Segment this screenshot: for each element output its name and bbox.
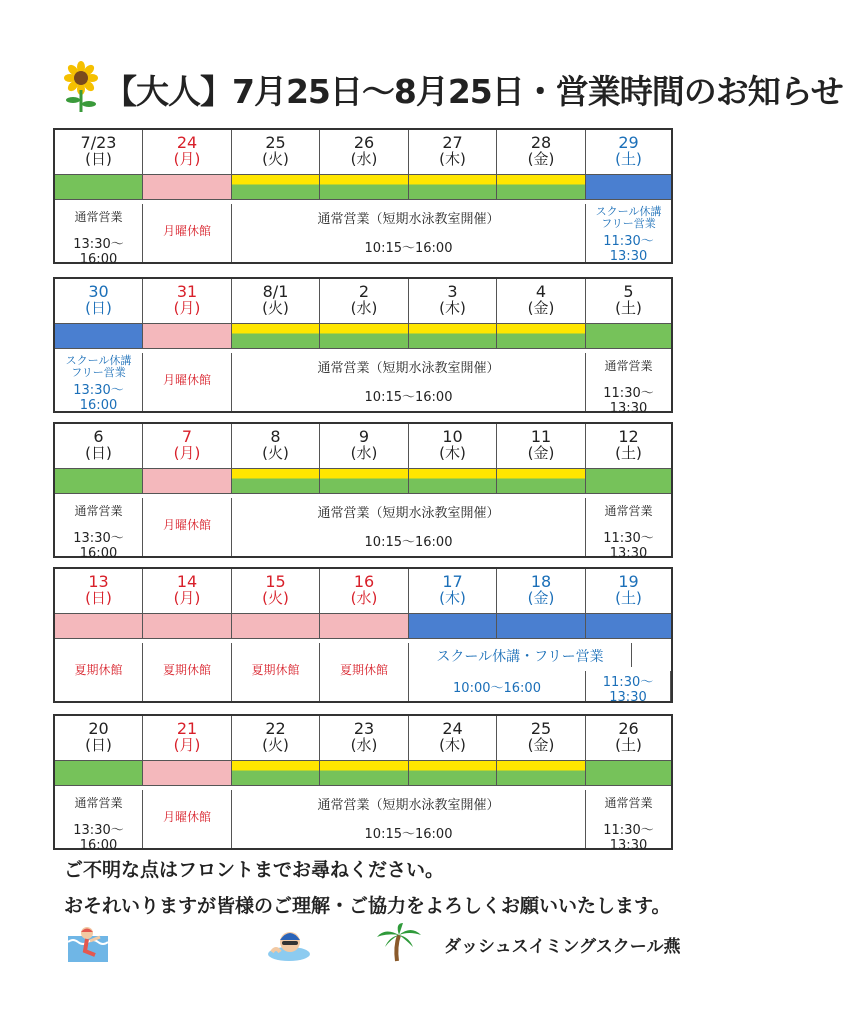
- day-header: [320, 424, 409, 468]
- last-day-cell: [586, 204, 671, 262]
- last-day-cell: [586, 353, 671, 416]
- day-header: [143, 424, 232, 468]
- hours-label: 13:30～ 16:00: [73, 383, 124, 413]
- notice-line-2: おそれいりますが皆様のご理解・ご協力をよろしくお願いいたします。: [64, 895, 671, 917]
- first-day-cell: [55, 204, 143, 267]
- hours-label: 10:15～16:00: [364, 390, 453, 405]
- weekday-label: (水): [350, 150, 378, 168]
- day-header: [232, 569, 320, 613]
- day-header: [232, 424, 320, 468]
- closed-label: 夏期休館: [74, 663, 123, 677]
- hours-label: 11:30～ 13:30: [602, 675, 654, 705]
- closed-cell: [143, 353, 232, 411]
- day-header: [497, 424, 586, 468]
- status-bar: [409, 174, 497, 200]
- weekday-label: (木): [439, 444, 466, 462]
- day-number: 8/1: [262, 282, 289, 301]
- day-number: 10: [442, 427, 463, 446]
- status-bar: [55, 760, 143, 786]
- status-bar: [143, 760, 232, 786]
- day-header: [143, 569, 232, 613]
- weekday-label: (水): [350, 299, 378, 317]
- day-number: 14: [176, 572, 198, 591]
- day-header: [232, 279, 320, 323]
- day-header: [55, 279, 143, 323]
- day-number: 12: [618, 427, 639, 446]
- notice-line-1: ご不明な点はフロントまでお尋ねください。: [64, 859, 445, 881]
- day-header: [497, 279, 586, 323]
- weekday-label: (火): [262, 150, 289, 168]
- day-header: [409, 279, 497, 323]
- status-bar: [586, 174, 671, 200]
- closed-label: 月曜休館: [162, 373, 211, 387]
- school-off-label: スクール休講: [65, 354, 132, 367]
- status-bar: [55, 613, 143, 639]
- status-bar: [497, 468, 586, 494]
- weekday-label: (火): [262, 736, 289, 754]
- week-block: [53, 277, 673, 416]
- status-bar: [143, 174, 232, 200]
- day-number: 31: [176, 282, 198, 301]
- status-bar: [320, 613, 409, 639]
- normal-label: 通常営業（短期水泳教室開催）: [317, 798, 500, 813]
- closed-label: 夏期休館: [339, 663, 388, 677]
- weekday-label: (火): [262, 589, 289, 607]
- weekday-label: (土): [615, 589, 642, 607]
- normal-label: 通常営業: [604, 359, 653, 373]
- hours-label: 11:30～ 13:30: [603, 234, 654, 264]
- weekday-label: (水): [350, 589, 378, 607]
- day-number: 2: [358, 282, 370, 301]
- weekday-label: (日): [85, 444, 112, 462]
- closed-label: 夏期休館: [251, 663, 300, 677]
- first-day-cell: [55, 498, 143, 561]
- weekday-cell: [232, 498, 586, 556]
- weekday-label: (月): [173, 299, 201, 317]
- weekday-label: (木): [439, 589, 466, 607]
- status-bar: [143, 468, 232, 494]
- status-bar: [586, 468, 671, 494]
- day-header: [586, 716, 671, 760]
- day-header: [497, 716, 586, 760]
- status-bar: [232, 174, 320, 200]
- status-bar: [55, 174, 143, 200]
- day-number: 20: [88, 719, 109, 738]
- day-number: 29: [618, 133, 639, 152]
- day-number: 8: [270, 427, 281, 446]
- day-header: [55, 716, 143, 760]
- sunflower-icon: [60, 62, 102, 112]
- status-bar: [409, 760, 497, 786]
- status-bar: [320, 174, 409, 200]
- day-number: 3: [447, 282, 458, 301]
- status-bar: [143, 323, 232, 349]
- day-header: [409, 716, 497, 760]
- closed-label: 夏期休館: [162, 663, 211, 677]
- last-day-cell: [586, 790, 671, 853]
- week-block: [53, 714, 673, 853]
- closed-cell: [143, 498, 232, 556]
- page-title-area: [60, 62, 843, 112]
- day-header: [55, 130, 143, 174]
- hours-label: 13:30～ 16:00: [73, 531, 124, 561]
- day-header: [232, 130, 320, 174]
- hours-label: 11:30～ 13:30: [603, 386, 654, 416]
- closed-label: 月曜休館: [162, 224, 211, 238]
- weekday-label: (金): [527, 736, 555, 754]
- closed-cell: [143, 643, 232, 701]
- day-header: [55, 569, 143, 613]
- first-day-cell: [55, 353, 143, 411]
- day-header: [320, 130, 409, 174]
- hours-label: 13:30～ 16:00: [73, 823, 124, 853]
- normal-label: 通常営業: [74, 504, 123, 518]
- free-label: フリー営業: [71, 366, 126, 379]
- school-off-cell: [409, 643, 632, 667]
- closed-cell: [143, 204, 232, 262]
- weekday-label: (水): [350, 444, 378, 462]
- hours-label: 13:30～ 16:00: [73, 237, 124, 267]
- weekday-label: (日): [85, 150, 112, 168]
- weekday-cell: [232, 790, 586, 848]
- status-bar: [497, 323, 586, 349]
- day-header: [586, 130, 671, 174]
- closed-label: 月曜休館: [162, 518, 211, 532]
- day-header: [409, 569, 497, 613]
- status-bar: [143, 613, 232, 639]
- status-bar: [232, 760, 320, 786]
- day-header: [143, 716, 232, 760]
- page-title: 【大人】7月25日～8月25日・営業時間のお知らせ: [104, 72, 843, 111]
- closed-cell: [232, 643, 320, 701]
- weekday-label: (土): [615, 444, 642, 462]
- status-bar: [586, 613, 671, 639]
- day-header: [586, 569, 671, 613]
- day-number: 7/23: [80, 133, 117, 152]
- day-header: [409, 130, 497, 174]
- school-off-label: スクール休講: [595, 205, 662, 218]
- closed-label: 月曜休館: [162, 810, 211, 824]
- day-number: 26: [353, 133, 375, 152]
- day-number: 11: [530, 427, 552, 446]
- day-header: [320, 279, 409, 323]
- day-number: 17: [442, 572, 463, 591]
- status-bar: [586, 760, 671, 786]
- day-number: 25: [530, 719, 552, 738]
- day-number: 24: [442, 719, 463, 738]
- weekday-label: (金): [527, 444, 555, 462]
- weekday-label: (土): [615, 150, 642, 168]
- closed-cell: [55, 643, 143, 701]
- day-number: 26: [618, 719, 639, 738]
- hours-label: 10:15～16:00: [364, 535, 453, 550]
- day-header: [586, 424, 671, 468]
- weekday-label: (木): [439, 150, 466, 168]
- status-bar: [232, 323, 320, 349]
- hours-label: 10:15～16:00: [364, 241, 453, 256]
- weekday-label: (金): [527, 150, 555, 168]
- day-header: [232, 716, 320, 760]
- day-number: 9: [358, 427, 370, 446]
- day-number: 24: [176, 133, 198, 152]
- week-block: [53, 422, 673, 561]
- day-header: [497, 569, 586, 613]
- weekday-label: (金): [527, 299, 555, 317]
- day-number: 30: [88, 282, 109, 301]
- status-bar: [55, 323, 143, 349]
- day-header: [586, 279, 671, 323]
- status-bar: [586, 323, 671, 349]
- normal-label: 通常営業（短期水泳教室開催）: [317, 506, 500, 521]
- day-number: 28: [530, 133, 552, 152]
- weekday-label: (月): [173, 736, 201, 754]
- weekday-label: (土): [615, 736, 642, 754]
- weekday-cell: [232, 353, 586, 411]
- day-number: 18: [530, 572, 552, 591]
- first-day-cell: [55, 790, 143, 853]
- day-header: [409, 424, 497, 468]
- day-header: [497, 130, 586, 174]
- normal-label: 通常営業: [604, 504, 653, 518]
- normal-label: 通常営業（短期水泳教室開催）: [317, 361, 500, 376]
- status-bar: [497, 174, 586, 200]
- normal-label: 通常営業（短期水泳教室開催）: [317, 212, 500, 227]
- week-block: [53, 567, 673, 703]
- status-bar: [497, 760, 586, 786]
- weekday-label: (日): [85, 299, 112, 317]
- weekday-label: (水): [350, 736, 378, 754]
- day-header: [143, 130, 232, 174]
- day-number: 22: [265, 719, 286, 738]
- day-header: [320, 716, 409, 760]
- status-bar: [497, 613, 586, 639]
- day-number: 4: [535, 282, 547, 301]
- hours-label: 11:30～ 13:30: [603, 823, 654, 853]
- weekday-label: (木): [439, 736, 466, 754]
- weekday-label: (火): [262, 444, 289, 462]
- day-number: 15: [265, 572, 286, 591]
- weekday-label: (土): [615, 299, 642, 317]
- school-off-label: スクール休講・フリー営業: [436, 649, 604, 665]
- day-header: [143, 279, 232, 323]
- week-block: [53, 128, 673, 267]
- weekday-label: (月): [173, 589, 201, 607]
- normal-label: 通常営業: [604, 796, 653, 810]
- day-number: 23: [353, 719, 375, 738]
- weekday-label: (日): [85, 589, 112, 607]
- day-number: 16: [353, 572, 375, 591]
- swimmer-head-icon: [266, 926, 312, 962]
- closed-cell: [143, 790, 232, 848]
- palm-tree-icon: [375, 923, 421, 963]
- hours-cell: [409, 671, 586, 701]
- day-number: 7: [181, 427, 193, 446]
- day-number: 27: [442, 133, 463, 152]
- weekday-label: (月): [173, 150, 201, 168]
- status-bar: [409, 613, 497, 639]
- hours-cell: [586, 671, 671, 705]
- day-number: 5: [623, 282, 634, 301]
- status-bar: [409, 468, 497, 494]
- status-bar: [320, 760, 409, 786]
- last-day-cell: [586, 498, 671, 561]
- hours-label: 10:00～16:00: [453, 681, 541, 696]
- school-name: ダッシュスイミングスクール燕: [444, 937, 681, 957]
- day-number: 19: [618, 572, 639, 591]
- status-bar: [232, 613, 320, 639]
- swimmer-icon: [64, 924, 112, 966]
- weekday-label: (月): [173, 444, 201, 462]
- day-number: 13: [88, 572, 109, 591]
- weekday-cell: [232, 204, 586, 262]
- day-number: 6: [93, 427, 104, 446]
- day-number: 25: [265, 133, 286, 152]
- status-bar: [409, 323, 497, 349]
- weekday-label: (日): [85, 736, 112, 754]
- status-bar: [320, 468, 409, 494]
- day-number: 21: [176, 719, 198, 738]
- hours-label: 11:30～ 13:30: [603, 531, 654, 561]
- weekday-label: (火): [262, 299, 289, 317]
- day-header: [320, 569, 409, 613]
- free-label: フリー営業: [601, 217, 656, 230]
- weekday-label: (木): [439, 299, 466, 317]
- normal-label: 通常営業: [74, 210, 123, 224]
- closed-cell: [320, 643, 409, 701]
- normal-label: 通常営業: [74, 796, 123, 810]
- status-bar: [232, 468, 320, 494]
- hours-label: 10:15～16:00: [364, 827, 453, 842]
- day-header: [55, 424, 143, 468]
- status-bar: [320, 323, 409, 349]
- status-bar: [55, 468, 143, 494]
- weekday-label: (金): [527, 589, 555, 607]
